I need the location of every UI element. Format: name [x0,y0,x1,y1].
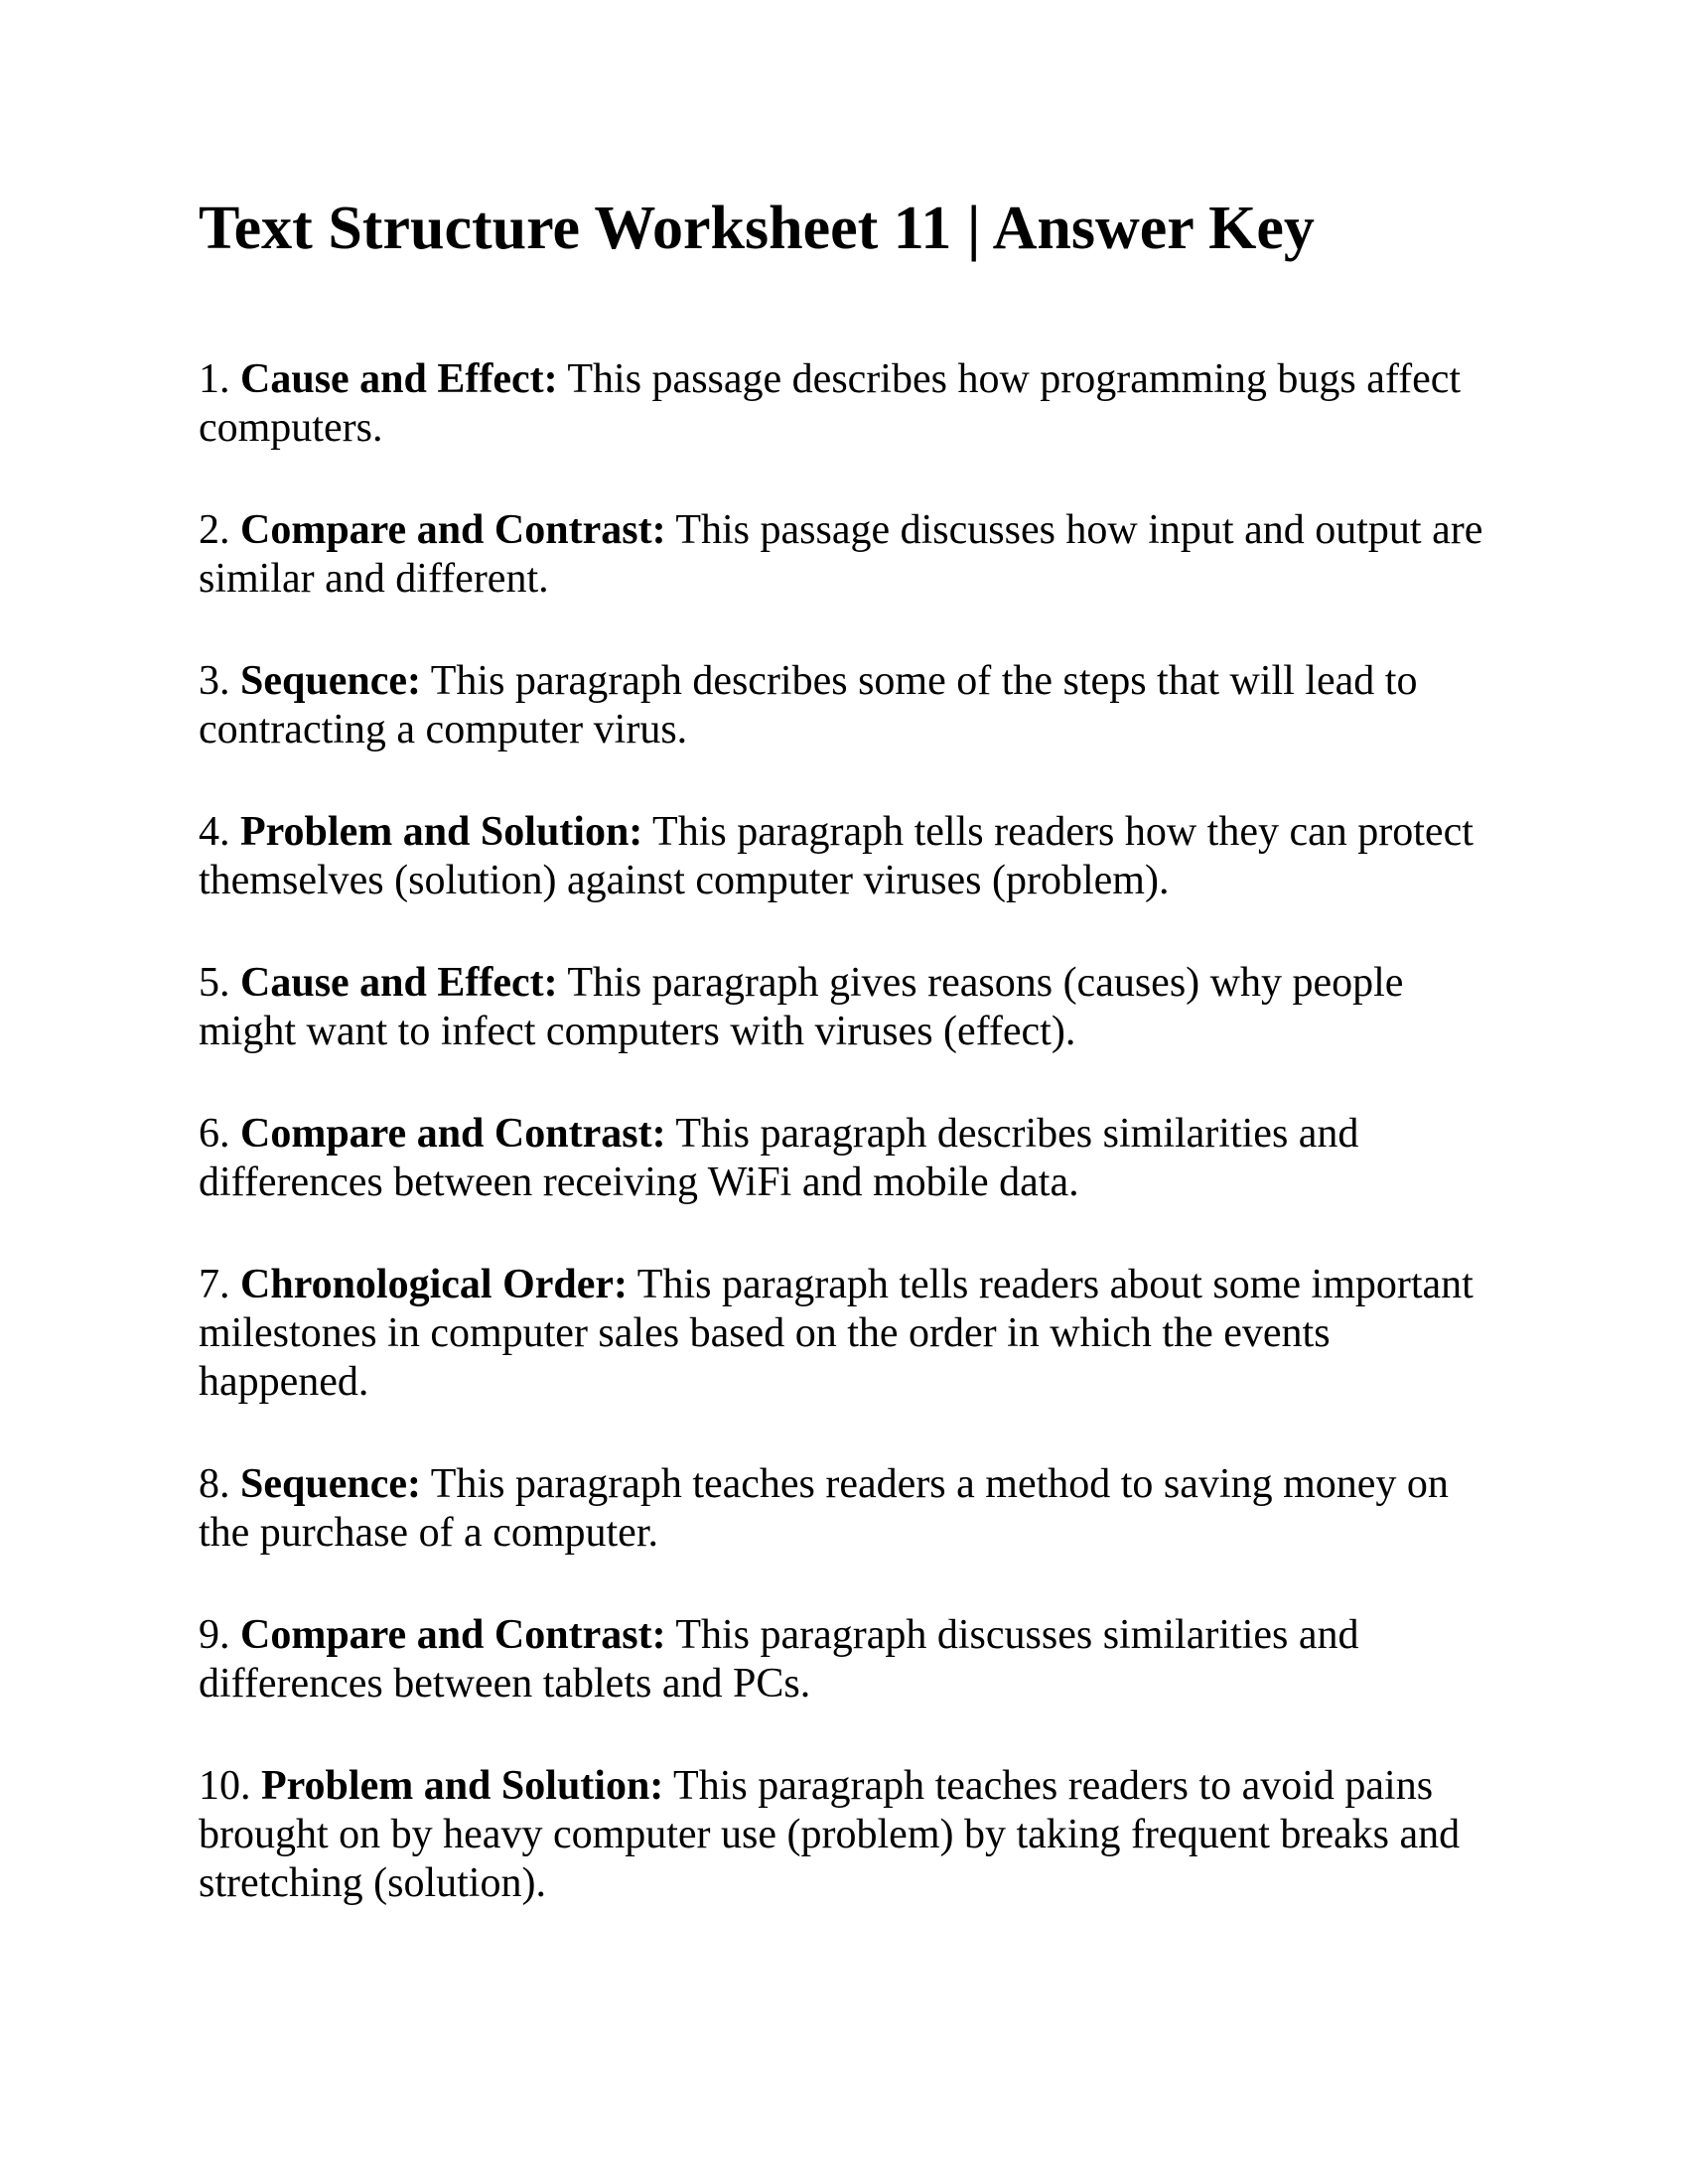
item-structure-label: Sequence: [240,658,421,704]
answer-item-2 [199,506,1489,604]
answer-item-6 [199,1110,1489,1207]
item-number: 2. [199,507,230,553]
answer-item-7 [199,1261,1489,1407]
item-structure-label: Chronological Order: [240,1262,629,1307]
item-structure-label: Sequence: [240,1461,421,1507]
item-description: This paragraph teaches readers to avoid pains brought on by heavy computer use (problem) by taking frequent breaks and stretching (solution). [199,1763,1461,1906]
item-description: This paragraph teaches readers a method to saving money on the purchase of a computer. [199,1461,1449,1556]
item-number: 5. [199,960,230,1006]
answer-item-5 [199,959,1489,1056]
item-number: 7. [199,1262,230,1307]
item-number: 10. [199,1763,251,1809]
item-description: This paragraph discusses similarities and differences between tablets and PCs. [199,1612,1359,1706]
item-number: 1. [199,356,230,402]
item-number: 4. [199,809,230,855]
answer-item-10 [199,1762,1489,1908]
item-structure-label: Problem and Solution: [261,1763,664,1809]
answer-item-8 [199,1460,1489,1558]
item-number: 6. [199,1111,230,1157]
answer-item-1 [199,355,1489,453]
item-structure-label: Cause and Effect: [240,356,558,402]
item-number: 9. [199,1612,230,1658]
answer-item-9 [199,1611,1489,1708]
item-description: This paragraph tells readers about some important milestones in computer sales based on the order in which the events happened. [199,1262,1474,1405]
answer-item-4 [199,808,1489,905]
item-description: This paragraph describes some of the steps that will lead to contracting a computer virus. [199,658,1418,752]
item-structure-label: Problem and Solution: [240,809,643,855]
item-description: This passage discusses how input and output are similar and different. [199,507,1483,602]
item-structure-label: Compare and Contrast: [240,1111,666,1157]
page-title: Text Structure Worksheet 11 | Answer Key [199,195,1315,262]
item-description: This paragraph describes similarities and differences between receiving WiFi and mobile data. [199,1111,1359,1205]
item-description: This passage describes how programming bugs affect computers. [199,356,1462,451]
item-description: This paragraph gives reasons (causes) why people might want to infect computers with viruses (effect). [199,960,1404,1054]
item-number: 8. [199,1461,230,1507]
item-structure-label: Compare and Contrast: [240,1612,666,1658]
item-description: This paragraph tells readers how they can protect themselves (solution) against computer viruses (problem). [199,809,1474,903]
item-structure-label: Compare and Contrast: [240,507,666,553]
answer-item-3 [199,657,1489,754]
item-structure-label: Cause and Effect: [240,960,558,1006]
item-number: 3. [199,658,230,704]
